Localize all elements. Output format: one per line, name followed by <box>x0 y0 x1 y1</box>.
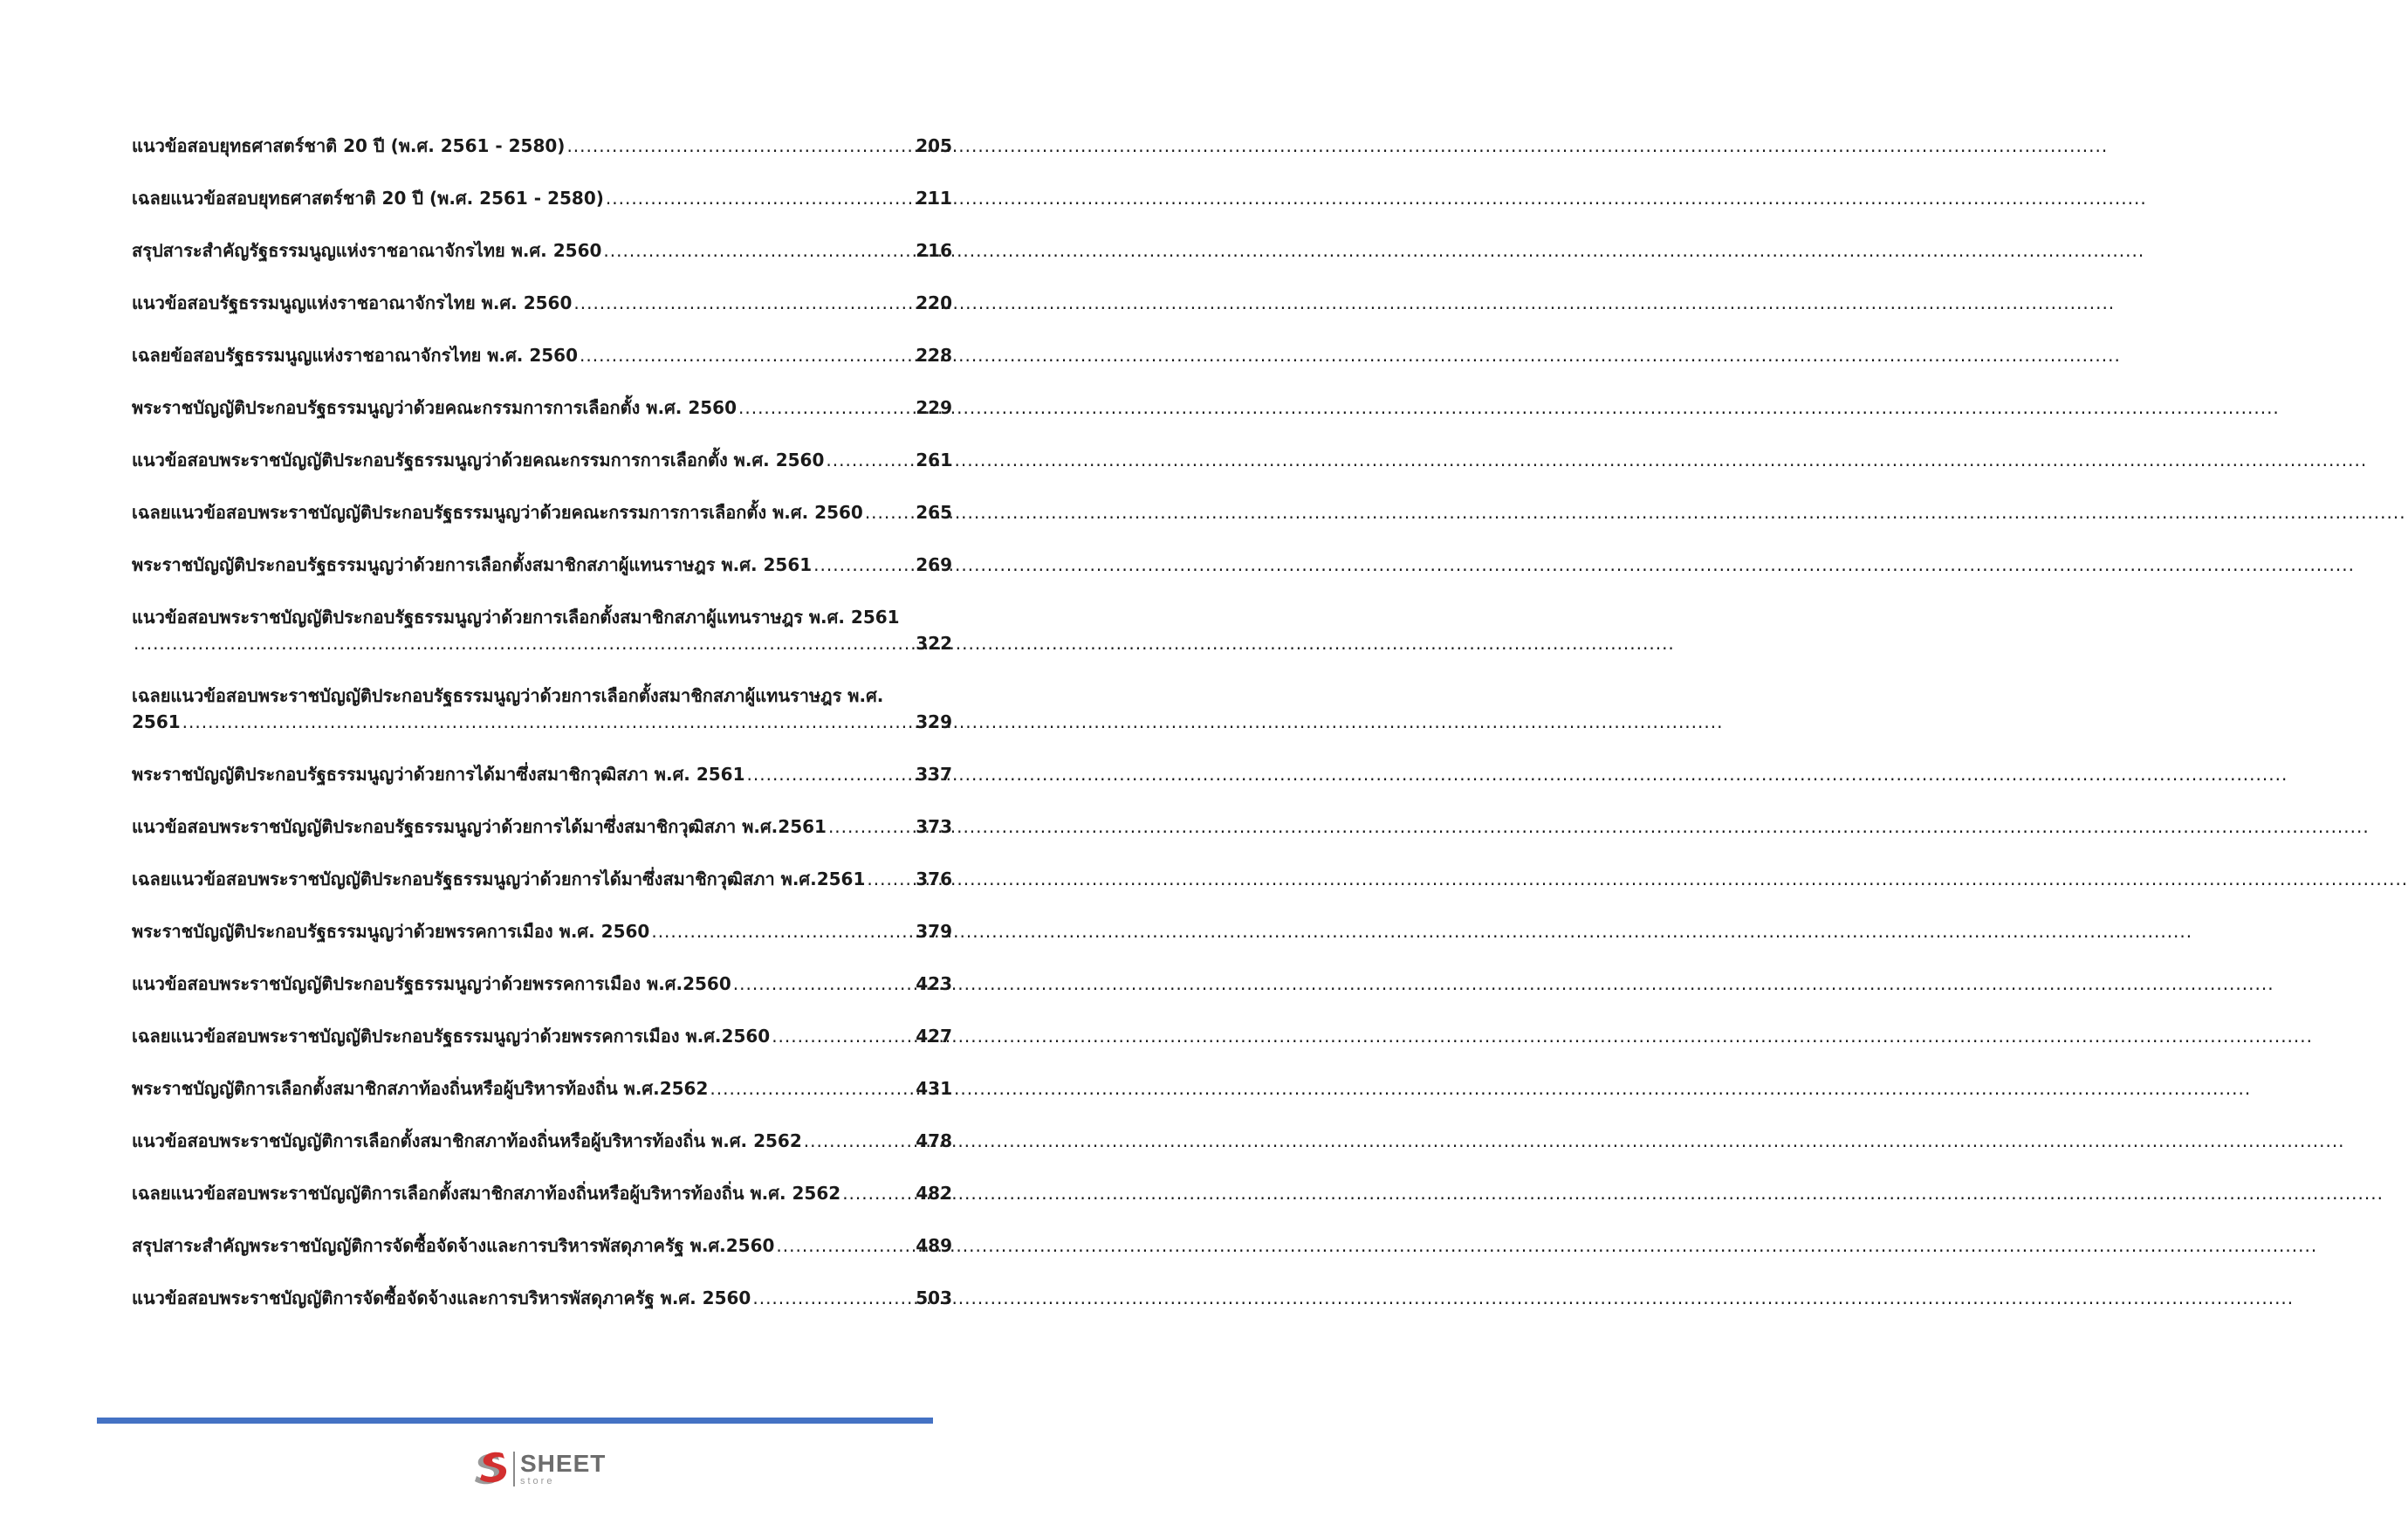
toc-page-number: 379 <box>916 921 952 942</box>
table-of-contents <box>132 133 952 1337</box>
toc-page-number: 216 <box>916 240 952 261</box>
toc-entry[interactable] <box>132 866 952 892</box>
toc-page-number: 211 <box>916 188 952 209</box>
toc-entry[interactable] <box>132 133 952 159</box>
toc-leader-dots <box>182 709 915 735</box>
toc-leader-dots <box>603 237 914 264</box>
toc-title: พระราชบัญญัติประกอบรัฐธรรมนูญว่าด้วยการได้มาซึ่งสมาชิกวุฒิสภา พ.ศ. 2561 <box>132 764 745 785</box>
toc-entry[interactable] <box>132 342 952 368</box>
toc-page-number: 265 <box>916 502 952 523</box>
toc-leader-dots <box>804 1128 915 1154</box>
toc-page-number: 337 <box>916 764 952 785</box>
toc-page-number: 503 <box>916 1287 952 1308</box>
toc-page-number: 205 <box>916 135 952 156</box>
sheet-store-logo-icon <box>471 1450 510 1488</box>
toc-leader-dots <box>842 1180 914 1206</box>
toc-title: พระราชบัญญัติประกอบรัฐธรรมนูญว่าด้วยคณะกรรมการการเลือกตั้ง พ.ศ. 2560 <box>132 397 737 418</box>
toc-entry[interactable] <box>132 918 952 944</box>
toc-entry[interactable] <box>132 1285 952 1311</box>
toc-leader-dots <box>776 1232 914 1259</box>
toc-title: เฉลยแนวข้อสอบพระราชบัญญัติการเลือกตั้งสมาชิกสภาท้องถิ่นหรือผู้บริหารท้องถิ่น พ.ศ. 2562 <box>132 1183 841 1204</box>
toc-title: เฉลยแนวข้อสอบพระราชบัญญัติประกอบรัฐธรรมนูญว่าด้วยการได้มาซึ่งสมาชิกวุฒิสภา พ.ศ.2561 <box>132 868 866 889</box>
brand-logo <box>471 1447 606 1491</box>
toc-title: แนวข้อสอบพระราชบัญญัติการจัดซื้อจัดจ้างและการบริหารพัสดุภาครัฐ พ.ศ. 2560 <box>132 1287 751 1308</box>
toc-entry[interactable] <box>132 683 952 735</box>
toc-title: เฉลยแนวข้อสอบพระราชบัญญัติประกอบรัฐธรรมนูญว่าด้วยพรรคการเมือง พ.ศ.2560 <box>132 1026 771 1047</box>
toc-page-number: 373 <box>916 816 952 837</box>
toc-entry[interactable] <box>132 237 952 264</box>
brand-name <box>520 1452 606 1486</box>
toc-title: สรุปสาระสำคัญพระราชบัญญัติการจัดซื้อจัดจ้างและการบริหารพัสดุภาครัฐ พ.ศ.2560 <box>132 1235 775 1256</box>
toc-entry[interactable] <box>132 1075 952 1102</box>
toc-page-number: 261 <box>916 450 952 470</box>
toc-leader-dots <box>772 1023 914 1049</box>
toc-entry[interactable] <box>132 1232 952 1259</box>
toc-title: แนวข้อสอบพระราชบัญญัติประกอบรัฐธรรมนูญว่าด้วยคณะกรรมการการเลือกตั้ง พ.ศ. 2560 <box>132 450 825 470</box>
toc-page-number: 269 <box>916 554 952 575</box>
toc-page-number: 427 <box>916 1026 952 1047</box>
toc-entry[interactable] <box>132 395 952 421</box>
toc-title: เฉลยแนวข้อสอบพระราชบัญญัติประกอบรัฐธรรมนูญว่าด้วยคณะกรรมการการเลือกตั้ง พ.ศ. 2560 <box>132 502 863 523</box>
toc-title: พระราชบัญญัติประกอบรัฐธรรมนูญว่าด้วยพรรคการเมือง พ.ศ. 2560 <box>132 921 650 942</box>
toc-entry[interactable] <box>132 185 952 211</box>
toc-page-number: 423 <box>916 973 952 994</box>
toc-title: แนวข้อสอบพระราชบัญญัติประกอบรัฐธรรมนูญว่าด้วยพรรคการเมือง พ.ศ.2560 <box>132 973 731 994</box>
toc-leader-dots <box>573 290 914 316</box>
toc-title: แนวข้อสอบพระราชบัญญัติประกอบรัฐธรรมนูญว่าด้วยการเลือกตั้งสมาชิกสภาผู้แทนราษฎร พ.ศ. 2561 <box>132 607 900 628</box>
toc-page-number: 329 <box>916 711 952 732</box>
toc-title-continued: 2561 <box>132 711 181 732</box>
toc-page-number: 376 <box>916 868 952 889</box>
toc-entry[interactable] <box>132 290 952 316</box>
toc-title: สรุปสาระสำคัญรัฐธรรมนูญแห่งราชอาณาจักรไทย พ.ศ. 2560 <box>132 240 602 261</box>
toc-entry[interactable] <box>132 1023 952 1049</box>
toc-entry[interactable] <box>132 971 952 997</box>
toc-leader-dots <box>733 971 914 997</box>
toc-entry[interactable] <box>132 499 952 525</box>
toc-page-number: 220 <box>916 292 952 313</box>
toc-leader-dots <box>710 1075 914 1102</box>
toc-leader-dots <box>134 630 914 656</box>
toc-entry[interactable] <box>132 814 952 840</box>
toc-entry[interactable] <box>132 604 952 656</box>
toc-page-number: 228 <box>916 345 952 366</box>
toc-leader-dots <box>813 552 914 578</box>
toc-title: เฉลยแนวข้อสอบยุทธศาสตร์ชาติ 20 ปี (พ.ศ. 2561 - 2580) <box>132 188 604 209</box>
toc-leader-dots <box>867 866 914 892</box>
toc-leader-dots <box>651 918 914 944</box>
toc-leader-dots <box>865 499 914 525</box>
toc-page-number: 229 <box>916 397 952 418</box>
footer-divider <box>97 1418 933 1424</box>
toc-leader-dots <box>828 814 914 840</box>
toc-leader-dots <box>566 133 914 159</box>
toc-entry[interactable] <box>132 1180 952 1206</box>
toc-title: แนวข้อสอบยุทธศาสตร์ชาติ 20 ปี (พ.ศ. 2561 - 2580) <box>132 135 566 156</box>
toc-page-number: 478 <box>916 1130 952 1151</box>
toc-title: แนวข้อสอบพระราชบัญญัติการเลือกตั้งสมาชิกสภาท้องถิ่นหรือผู้บริหารท้องถิ่น พ.ศ. 2562 <box>132 1130 802 1151</box>
toc-title: พระราชบัญญัติประกอบรัฐธรรมนูญว่าด้วยการเลือกตั้งสมาชิกสภาผู้แทนราษฎร พ.ศ. 2561 <box>132 554 813 575</box>
toc-page-number: 431 <box>916 1078 952 1099</box>
toc-leader-dots <box>752 1285 914 1311</box>
brand-subword: store <box>520 1476 555 1486</box>
toc-entry[interactable] <box>132 552 952 578</box>
toc-entry[interactable] <box>132 761 952 787</box>
toc-title: พระราชบัญญัติการเลือกตั้งสมาชิกสภาท้องถิ่นหรือผู้บริหารท้องถิ่น พ.ศ.2562 <box>132 1078 709 1099</box>
toc-page-number: 322 <box>916 633 952 654</box>
toc-leader-dots <box>738 395 914 421</box>
toc-entry[interactable] <box>132 447 952 473</box>
toc-title: เฉลยแนวข้อสอบพระราชบัญญัติประกอบรัฐธรรมนูญว่าด้วยการเลือกตั้งสมาชิกสภาผู้แทนราษฎร พ.ศ. <box>132 685 884 706</box>
brand-word: SHEET <box>520 1450 607 1477</box>
toc-title: แนวข้อสอบพระราชบัญญัติประกอบรัฐธรรมนูญว่าด้วยการได้มาซึ่งสมาชิกวุฒิสภา พ.ศ.2561 <box>132 816 827 837</box>
toc-leader-dots <box>826 447 914 473</box>
toc-title: เฉลยข้อสอบรัฐธรรมนูญแห่งราชอาณาจักรไทย พ.ศ. 2560 <box>132 345 579 366</box>
logo-separator <box>513 1452 515 1486</box>
toc-leader-dots <box>747 761 915 787</box>
toc-leader-dots <box>580 342 914 368</box>
toc-entry[interactable] <box>132 1128 952 1154</box>
toc-page-number: 482 <box>916 1183 952 1204</box>
document-page <box>0 0 1083 1531</box>
toc-title: แนวข้อสอบรัฐธรรมนูญแห่งราชอาณาจักรไทย พ.ศ. 2560 <box>132 292 573 313</box>
toc-page-number: 489 <box>916 1235 952 1256</box>
toc-leader-dots <box>606 185 914 211</box>
